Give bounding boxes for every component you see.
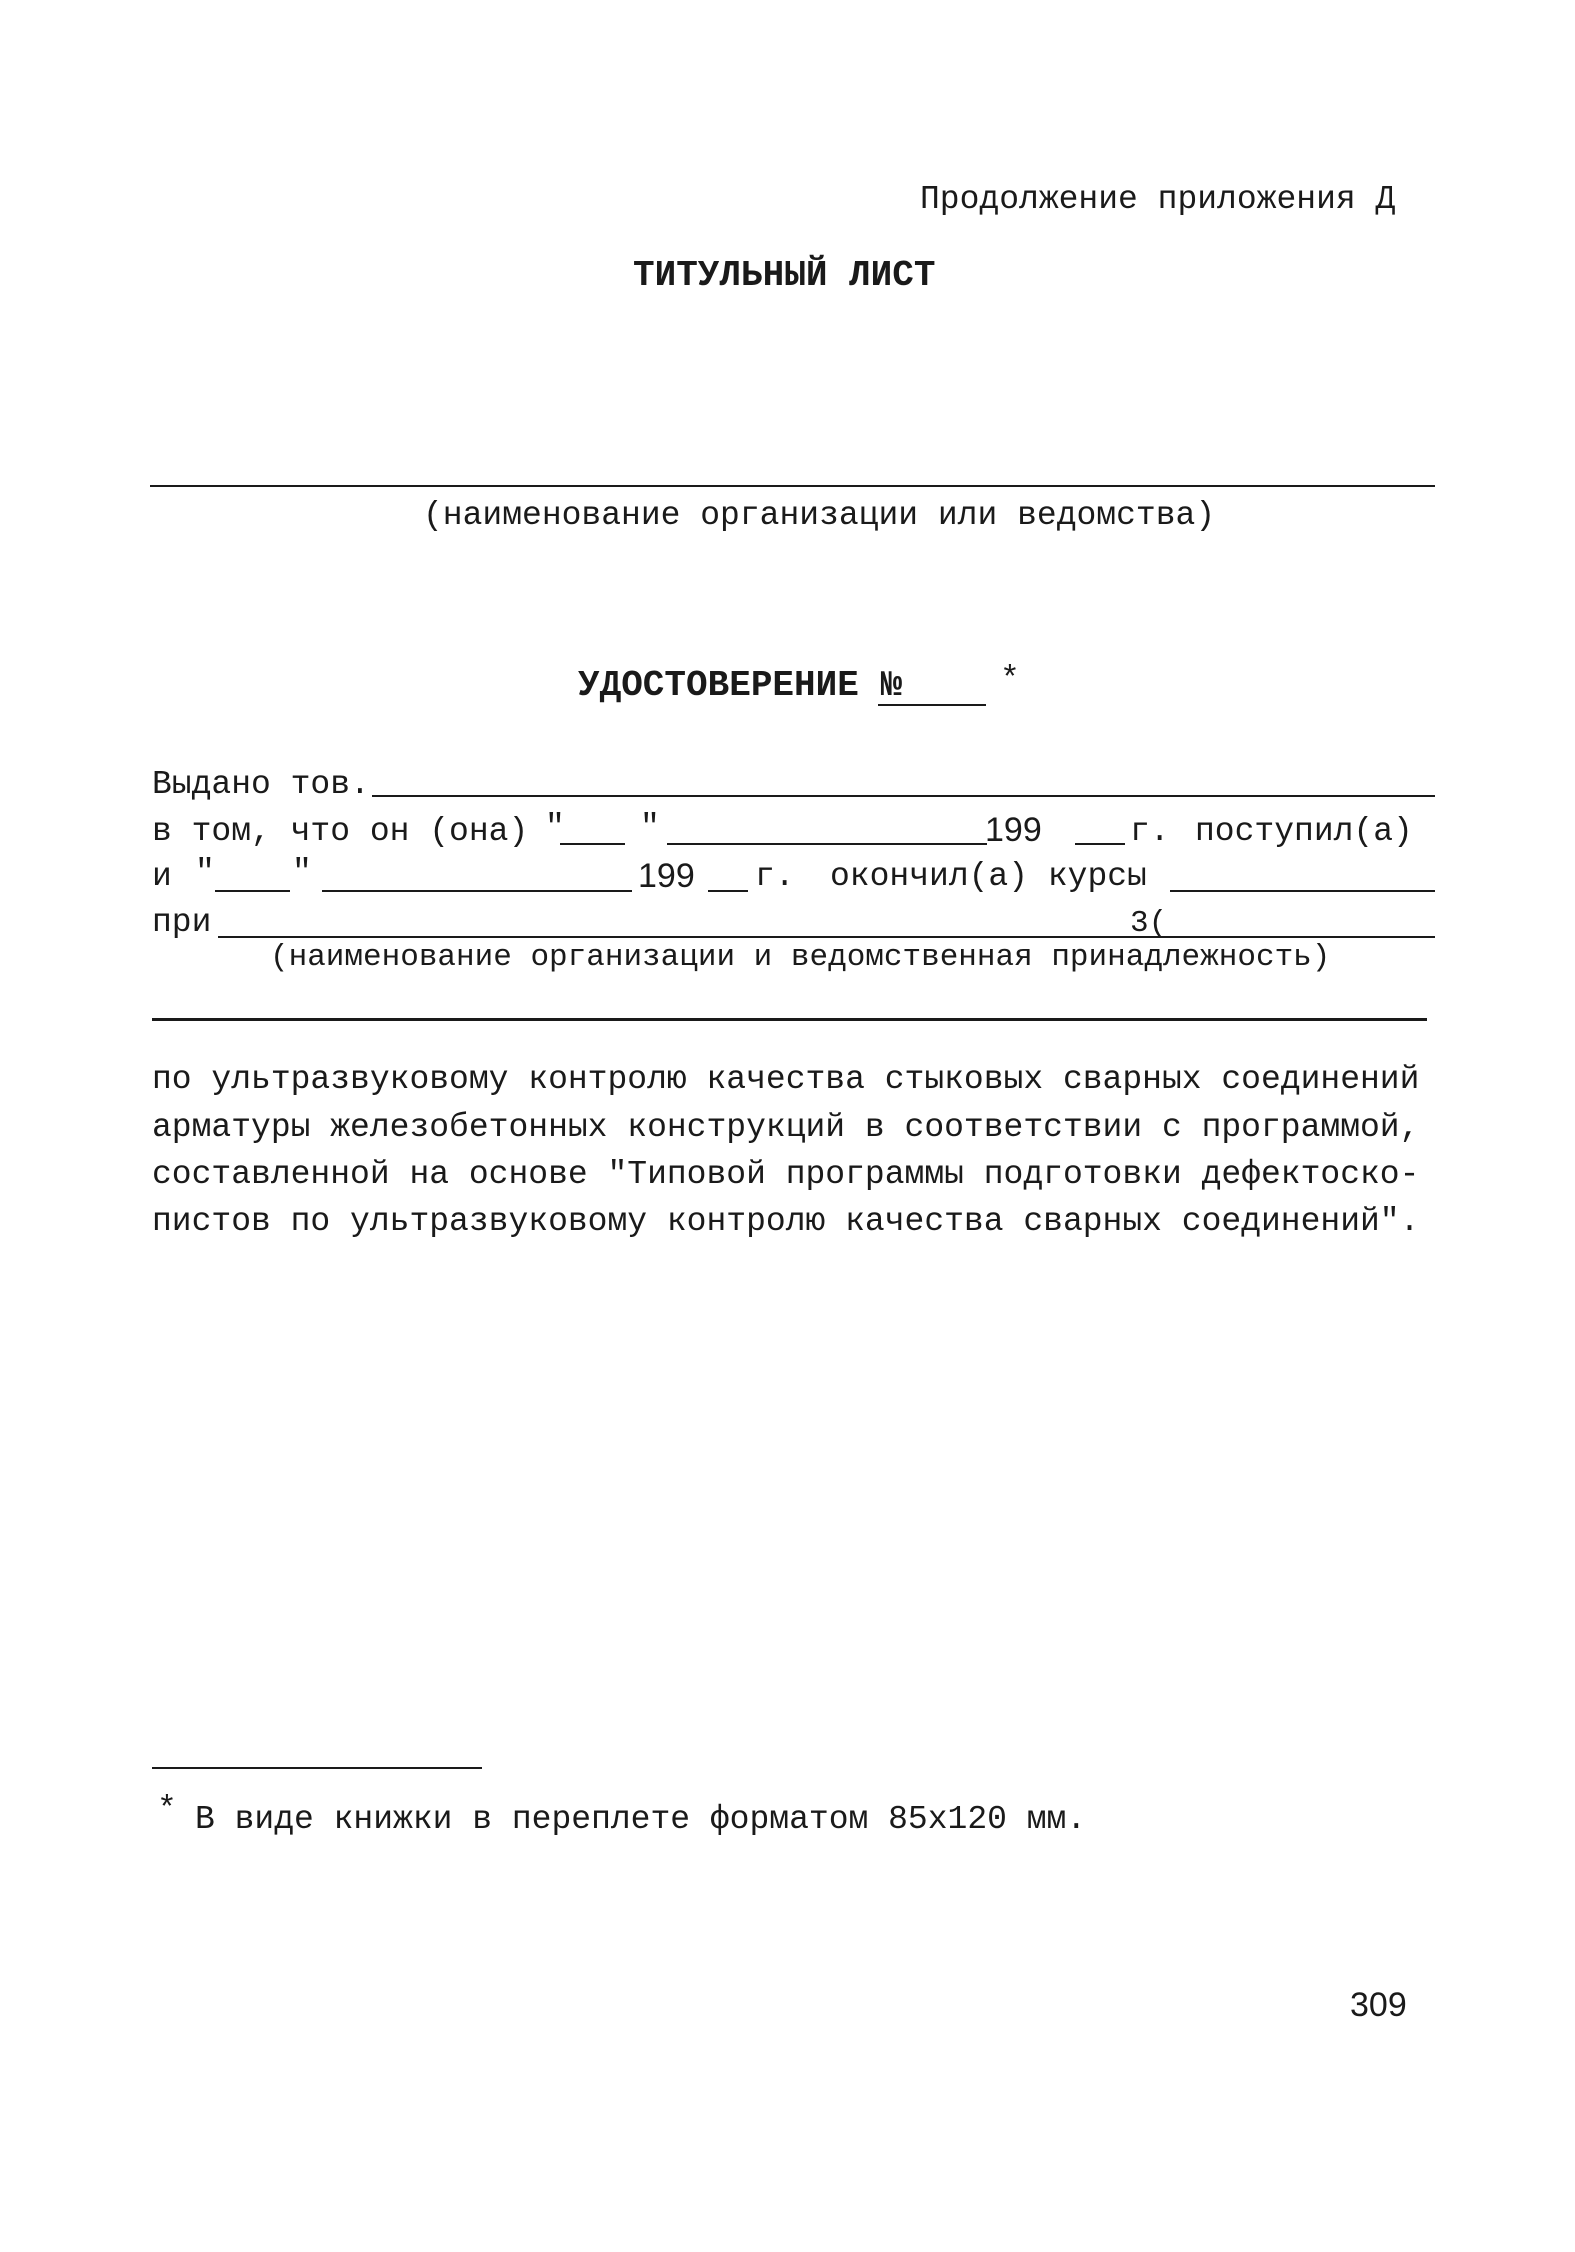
year-prefix-1: 199 bbox=[985, 811, 1042, 849]
month-line-1 bbox=[667, 843, 987, 845]
at-label: при bbox=[152, 904, 212, 941]
year-suffix-1: г. bbox=[1130, 813, 1170, 850]
finished-label: окончил(а) курсы bbox=[830, 858, 1147, 895]
quote-open-1: " bbox=[545, 809, 565, 846]
footnote-separator bbox=[152, 1767, 482, 1769]
that-he-she-label: в том, что он (она) bbox=[152, 813, 529, 850]
body-line-2: арматуры железобетонных конструкций в соответствии с программой, bbox=[152, 1109, 1420, 1146]
org-name-line bbox=[150, 485, 1435, 487]
certificate-number-line bbox=[878, 704, 986, 706]
day-line-2 bbox=[215, 890, 290, 892]
footnote-text: В виде книжки в переплете форматом 85х120 мм. bbox=[195, 1801, 1087, 1838]
month-line-2 bbox=[322, 890, 632, 892]
courses-line bbox=[1170, 890, 1435, 892]
day-line-1 bbox=[560, 843, 625, 845]
issued-name-line bbox=[372, 795, 1435, 797]
quote-close-1: " bbox=[640, 809, 660, 846]
year-line-2 bbox=[708, 890, 748, 892]
year-suffix-2: г. bbox=[755, 858, 795, 895]
page-number: 309 bbox=[1350, 1986, 1407, 2024]
certificate-title: УДОСТОВЕРЕНИЕ № bbox=[578, 665, 903, 706]
org-caption: (наименование организации или ведомства) bbox=[423, 497, 1216, 534]
issued-label: Выдано тов. bbox=[152, 766, 370, 803]
page-title: ТИТУЛЬНЫЙ ЛИСТ bbox=[633, 255, 936, 296]
footnote-mark: * bbox=[157, 1791, 177, 1828]
body-line-4: пистов по ультразвуковому контролю качества сварных соединений". bbox=[152, 1203, 1420, 1240]
quote-close-2: " bbox=[292, 854, 312, 891]
host-org-line-2 bbox=[152, 1018, 1427, 1021]
quote-open-2: " bbox=[195, 854, 215, 891]
host-org-caption: (наименование организации и ведомственная принадлежность) bbox=[270, 940, 1331, 975]
year-prefix-2: 199 bbox=[638, 857, 695, 895]
and-label: и bbox=[152, 858, 172, 895]
year-line-1 bbox=[1075, 843, 1125, 845]
certificate-footnote-mark: * bbox=[1000, 661, 1020, 698]
body-line-1: по ультразвуковому контролю качества стыковых сварных соединений bbox=[152, 1061, 1420, 1098]
enrolled-label: поступил(а) bbox=[1195, 813, 1413, 850]
body-line-3: составленной на основе "Типовой программы подготовки дефектоско- bbox=[152, 1156, 1420, 1193]
stray-mark: 3( bbox=[1130, 906, 1168, 941]
continuation-label: Продолжение приложения Д bbox=[920, 181, 1396, 218]
